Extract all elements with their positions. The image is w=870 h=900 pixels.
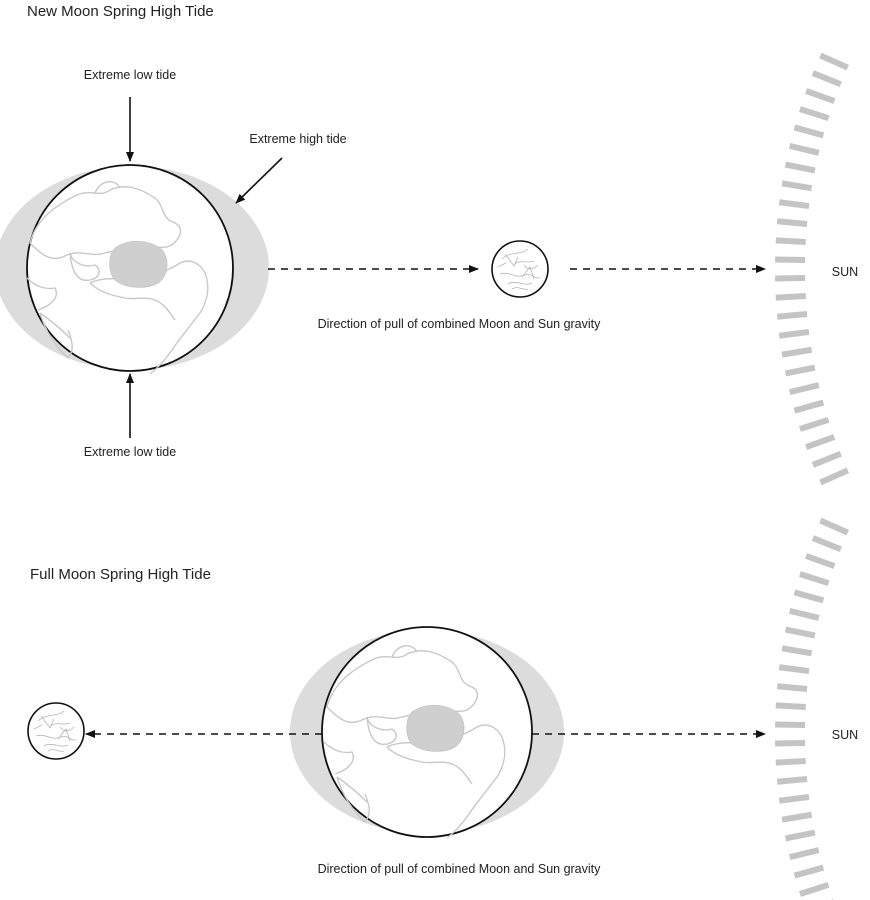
- sun-ray: [785, 165, 814, 171]
- sun-ray: [820, 520, 847, 532]
- sun-ray: [777, 314, 807, 317]
- sun-ray: [794, 403, 823, 411]
- sun-ray: [785, 630, 814, 636]
- sun-ray: [800, 109, 829, 118]
- sun-ray: [777, 686, 807, 689]
- sun-ray: [775, 278, 805, 279]
- high-tide-label: Extreme high tide: [249, 132, 347, 146]
- earth-icon: [27, 165, 233, 374]
- earth-icon: [322, 627, 532, 838]
- low-tide-top-label: Extreme low tide: [83, 68, 177, 82]
- sun-ray: [820, 55, 847, 67]
- sun-ray: [800, 885, 829, 894]
- sun-ray: [776, 761, 806, 763]
- sun-ray: [782, 183, 812, 188]
- sun-icon: [775, 520, 848, 900]
- high-tide-arrow: [236, 158, 282, 203]
- sun-ray: [776, 705, 806, 707]
- sun-ray: [790, 385, 819, 392]
- sun-ray: [800, 420, 829, 429]
- sun-label: SUN: [831, 265, 859, 279]
- sun-ray: [806, 556, 834, 566]
- sun-ray: [820, 470, 847, 482]
- sun-ray: [776, 296, 806, 298]
- sun-ray: [790, 850, 819, 857]
- pull-caption: Direction of pull of combined Moon and Sun gravity: [317, 317, 601, 331]
- sun-ray: [782, 648, 812, 653]
- panel-full-moon: [28, 520, 858, 900]
- sun-ray: [777, 221, 807, 224]
- sun-ray: [790, 146, 819, 153]
- sun-ray: [785, 833, 814, 839]
- low-tide-bottom-label: Extreme low tide: [83, 445, 177, 459]
- sun-ray: [779, 797, 809, 801]
- sun-ray: [779, 332, 809, 336]
- sun-ray: [777, 779, 807, 782]
- moon-icon: [492, 241, 548, 297]
- sun-ray: [785, 368, 814, 374]
- sun-ray: [775, 743, 805, 744]
- sun-ray: [813, 454, 841, 465]
- moon-icon: [28, 703, 84, 759]
- sun-ray: [794, 592, 823, 600]
- sun-ray: [776, 240, 806, 242]
- sun-ray: [779, 202, 809, 206]
- sun-ray: [806, 437, 834, 447]
- sun-ray: [800, 574, 829, 583]
- sun-ray: [813, 538, 841, 549]
- panel-new-moon: [0, 3, 858, 483]
- sun-ray: [813, 73, 841, 84]
- sun-ray: [782, 815, 812, 820]
- sun-ray: [782, 350, 812, 355]
- sun-ray: [806, 91, 834, 101]
- pull-caption: Direction of pull of combined Moon and Sun gravity: [317, 862, 601, 876]
- sun-ray: [794, 127, 823, 135]
- sun-ray: [775, 724, 805, 725]
- sun-label: SUN: [831, 728, 859, 742]
- sun-ray: [775, 259, 805, 260]
- sun-ray: [790, 611, 819, 618]
- panel-title: Full Moon Spring High Tide: [30, 566, 211, 583]
- sun-ray: [794, 868, 823, 876]
- sun-ray: [779, 667, 809, 671]
- panel-title: New Moon Spring High Tide: [27, 3, 214, 20]
